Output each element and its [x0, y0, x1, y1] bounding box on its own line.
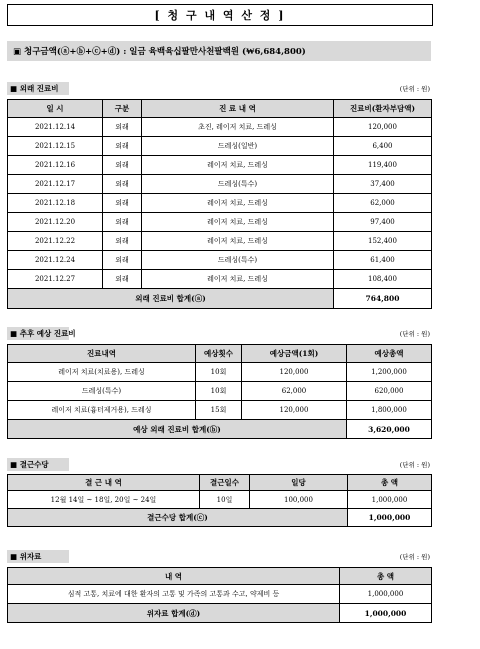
cell-date: 2021.12.14 [8, 118, 103, 137]
cell-date: 2021.12.24 [8, 251, 103, 270]
table-row [8, 491, 432, 509]
cell-detail: 드레싱(특수) [142, 175, 334, 194]
claim-amount-bar: ▣ 청구금액(ⓐ+ⓑ+ⓒ+ⓓ) : 일금 육백육십팔만사천팔백원 (₩6,684,800) [7, 41, 431, 61]
table-row [8, 118, 432, 137]
cell-total: 620,000 [347, 382, 432, 401]
outpatient-table [7, 99, 432, 309]
total-label: 예상 외래 진료비 합계(ⓑ) [8, 420, 347, 439]
cell-days: 10일 [200, 491, 250, 509]
cell-cost: 120,000 [334, 118, 432, 137]
table-row [8, 270, 432, 289]
absence-unit: (단위 : 원) [399, 461, 430, 469]
cell-detail: 초진, 레이저 치료, 드레싱 [142, 118, 334, 137]
cell-cost: 62,000 [334, 194, 432, 213]
cell-unit-price: 62,000 [242, 382, 347, 401]
header-days: 결근일수 [200, 475, 250, 491]
header-detail: 진 료 내 역 [142, 100, 334, 118]
header-detail: 내 역 [8, 568, 340, 585]
cell-detail: 레이저 치료, 드레싱 [142, 270, 334, 289]
cell-total: 1,800,000 [347, 401, 432, 420]
cell-unit-price: 120,000 [242, 363, 347, 382]
cell-total: 1,200,000 [347, 363, 432, 382]
cell-type: 외래 [103, 118, 142, 137]
table-row [8, 401, 432, 420]
header-total: 총 액 [348, 475, 432, 491]
total-value: 764,800 [334, 289, 432, 309]
cell-type: 외래 [103, 251, 142, 270]
cell-type: 외래 [103, 137, 142, 156]
header-type: 구분 [103, 100, 142, 118]
cell-date: 2021.12.15 [8, 137, 103, 156]
cell-detail: 레이저 치료, 드레싱 [142, 232, 334, 251]
absence-table [7, 474, 432, 527]
header-detail: 결 근 내 역 [8, 475, 200, 491]
table-row [8, 213, 432, 232]
header-unit-price: 예상금액(1회) [242, 345, 347, 363]
total-row [8, 420, 432, 439]
cell-total: 1,000,000 [340, 585, 432, 604]
cell-detail: 레이저 치료(흉터제거용), 드레싱 [8, 401, 196, 420]
cell-detail: 레이저 치료, 드레싱 [142, 156, 334, 175]
total-row [8, 289, 432, 309]
total-label: 위자료 합계(ⓓ) [8, 604, 340, 623]
consolation-table [7, 567, 432, 623]
total-value: 1,000,000 [340, 604, 432, 623]
table-row [8, 232, 432, 251]
consolation-heading: ■ 위자료 [7, 550, 69, 563]
future-table [7, 344, 432, 439]
cell-type: 외래 [103, 213, 142, 232]
cell-cost: 37,400 [334, 175, 432, 194]
table-row [8, 156, 432, 175]
cell-detail: 레이저 치료(치료용), 드레싱 [8, 363, 196, 382]
table-row [8, 175, 432, 194]
cell-count: 10회 [196, 363, 242, 382]
cell-detail: 드레싱(특수) [8, 382, 196, 401]
total-row [8, 604, 432, 623]
table-row [8, 194, 432, 213]
header-cost: 진료비(환자부담액) [334, 100, 432, 118]
page-title: [ 청 구 내 역 산 정 ] [7, 4, 433, 26]
header-count: 예상횟수 [196, 345, 242, 363]
cell-type: 외래 [103, 270, 142, 289]
total-value: 3,620,000 [347, 420, 432, 439]
cell-cost: 119,400 [334, 156, 432, 175]
cell-total: 1,000,000 [348, 491, 432, 509]
header-total: 총 액 [340, 568, 432, 585]
cell-cost: 152,400 [334, 232, 432, 251]
cell-date: 2021.12.17 [8, 175, 103, 194]
cell-detail: 레이저 치료, 드레싱 [142, 213, 334, 232]
total-value: 1,000,000 [348, 509, 432, 527]
header-daily-wage: 일당 [250, 475, 348, 491]
total-row [8, 509, 432, 527]
cell-detail: 드레싱(특수) [142, 251, 334, 270]
total-label: 외래 진료비 합계(ⓐ) [8, 289, 334, 309]
cell-type: 외래 [103, 175, 142, 194]
cell-count: 10회 [196, 382, 242, 401]
cell-date: 2021.12.22 [8, 232, 103, 251]
cell-type: 외래 [103, 156, 142, 175]
table-row [8, 585, 432, 604]
cell-date: 2021.12.16 [8, 156, 103, 175]
cell-date: 2021.12.18 [8, 194, 103, 213]
consolation-unit: (단위 : 원) [399, 553, 430, 561]
cell-detail: 레이저 치료, 드레싱 [142, 194, 334, 213]
future-unit: (단위 : 원) [399, 330, 430, 338]
table-row [8, 382, 432, 401]
cell-cost: 61,400 [334, 251, 432, 270]
future-heading: ■ 추후 예상 진료비 [7, 327, 69, 340]
cell-type: 외래 [103, 194, 142, 213]
cell-date: 2021.12.27 [8, 270, 103, 289]
cell-detail: 심적 고통, 치료에 대한 환자의 고통 및 가족의 고통과 수고, 약제비 등 [8, 585, 340, 604]
cell-detail: 드레싱(일반) [142, 137, 334, 156]
outpatient-unit: (단위 : 원) [399, 85, 430, 93]
cell-cost: 6,400 [334, 137, 432, 156]
header-detail: 진료내역 [8, 345, 196, 363]
header-date: 일 시 [8, 100, 103, 118]
table-row [8, 363, 432, 382]
header-total: 예상총액 [347, 345, 432, 363]
total-label: 결근수당 합계(ⓒ) [8, 509, 348, 527]
cell-daily-wage: 100,000 [250, 491, 348, 509]
absence-heading: ■ 결근수당 [7, 458, 69, 471]
outpatient-heading: ■ 외래 진료비 [7, 82, 69, 95]
cell-detail: 12월 14일 ~ 18일, 20일 ~ 24일 [8, 491, 200, 509]
cell-cost: 97,400 [334, 213, 432, 232]
cell-cost: 108,400 [334, 270, 432, 289]
cell-unit-price: 120,000 [242, 401, 347, 420]
cell-count: 15회 [196, 401, 242, 420]
cell-type: 외래 [103, 232, 142, 251]
cell-date: 2021.12.20 [8, 213, 103, 232]
table-row [8, 137, 432, 156]
table-row [8, 251, 432, 270]
